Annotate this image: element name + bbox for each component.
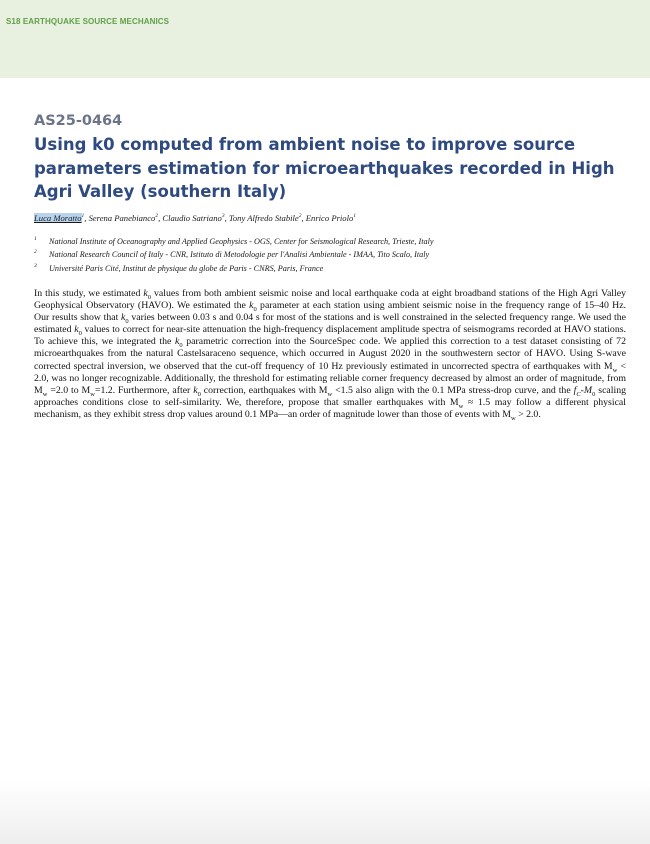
abstract-text-segment: w [510,414,516,422]
abstract-text-segment: 0 [179,342,183,350]
abstract-text-segment: values from both ambient seismic noise and local earthquake coda at eight broadband stations of the High Agri Valley Geophysical Observatory (HAVO). We estimated the [34,288,626,312]
abstract-text-segment: In this study, we estimated [34,288,144,299]
abstract-text-segment: 0 [78,330,82,338]
abstract-text-segment: f [573,384,577,396]
affiliation-number: 1 [34,236,37,242]
abstract-text-segment: -M [580,384,593,396]
abstract-text-segment: w [42,390,48,398]
author-name: Claudio Satriano [162,213,222,223]
affiliation-text: Université Paris Cité, Institut de physique du globe de Paris - CNRS, Paris, France [49,263,324,273]
abstract-text-segment: 0 [253,306,257,314]
abstract-id: AS25-0464 [34,113,123,129]
abstract-text-segment: varies between 0.03 s and 0.04 s for most of the stations and is well constrained in the selected frequency range. We used the estimated [34,312,626,336]
abstract-text-segment: 0 [147,293,152,301]
affiliation-list [34,235,624,275]
affiliation-number: 3 [34,262,37,269]
abstract-text-segment: <1.5 also align with the 0.1 MPa stress-drop curve, and the [332,384,574,396]
abstract-text-segment: w [612,366,618,374]
header-band [0,0,650,78]
affiliation-text: National Research Council of Italy - CNR, Istituto di Metodologie per l'Analisi Ambientale - IMAA, Tito Scalo, Italy [49,250,430,260]
affiliation-item [34,248,624,261]
author-name: Serena Panebianco [88,213,156,223]
abstract-text-segment: parameter at each station using ambient seismic noise in the frequency range of 15–40 Hz. Our results show that [34,300,627,324]
affiliation-item [34,235,624,248]
presenting-author: Luca Moratto [34,213,82,223]
abstract-text-segment: =1.2. Furthermore, after [94,384,194,396]
affiliation-text: National Institute of Oceanography and Applied Geophysics - OGS, Center for Seismological Research, Trieste, Italy [49,237,434,246]
author-affiliation-mark: 2 [298,213,302,220]
abstract-text-segment: =2.0 to M [47,384,91,396]
author-affiliation-mark: 1 [353,213,357,220]
abstract-text-segment: > 2.0. [515,408,541,420]
abstract-text-segment: correction, earthquakes with M [200,384,328,396]
abstract-text-segment: k [249,300,254,312]
author-affiliation-mark: 2 [155,213,159,220]
abstract-text-segment: C [576,390,581,398]
abstract-text-segment: 0 [197,390,201,398]
affiliation-number: 2 [34,249,37,256]
abstract-text-segment: k [121,312,126,324]
abstract-text-segment: 0 [125,318,129,326]
abstract-text-segment: < 2.0, was no longer recognizable. Additionally, the threshold for estimating reliable corner frequency decreased by almost an order of magnitude, from M [34,360,626,396]
abstract-text-segment: 0 [592,390,596,398]
abstract-text-segment: w [90,390,95,398]
abstract-text-segment: parametric correction into the SourceSpec code. We applied this correction to a test dataset consisting of 72 microearthquakes from the natural Castelsaraceno sequence, which occurred in August 2020 in the southwestern sector of HAVO. Using S-wave corrected spectral inversion, we observed that the cut-off frequency of 10 Hz previously estimated in uncorrected spectra of earthquakes with M [34,336,626,372]
affiliation-item [34,262,624,275]
abstract-body [34,288,626,421]
abstract-text-segment: ≈ 1.5 may follow a different physical mechanism, as they exhibit stress drop values around 0.1 MPa—an order of magnitude lower than those of events with M [34,396,626,420]
author-affiliation-mark: 3 [221,213,225,220]
abstract-text-segment: values to correct for near-site attenuation the high-frequency displacement amplitude spectra of seismograms recorded at HAVO stations. To achieve this, we integrated the [34,324,626,348]
author-list: Luca Moratto$^1$, Serena Panebianco$^2$, Claudio Satriano$^3$, Tony Alfredo Stabile$^2$, Enrico Priolo$^1$ [34,213,357,223]
bottom-shadow [0,780,650,844]
author-name: Enrico Priolo [305,213,354,223]
abstract-text-segment: scaling approaches conditions close to self-similarity. We, therefore, propose that smaller earthquakes with M [34,384,627,408]
abstract-title: Using k0 computed from ambient noise to improve source parameters estimation for microearthquakes recorded in High Agri Valley (southern Italy) [34,135,615,201]
abstract-text-segment: k [74,324,79,336]
abstract-text-segment: k [175,336,180,348]
abstract-text-segment: w [327,390,333,398]
author-affiliation-mark: 1 [81,213,85,220]
session-label: S18 EARTHQUAKE SOURCE MECHANICS [6,17,170,26]
author-name: Tony Alfredo Stabile [228,213,299,223]
abstract-text-segment: w [458,402,464,410]
abstract-text-segment: k [143,288,148,299]
abstract-text-segment: k [193,384,198,396]
